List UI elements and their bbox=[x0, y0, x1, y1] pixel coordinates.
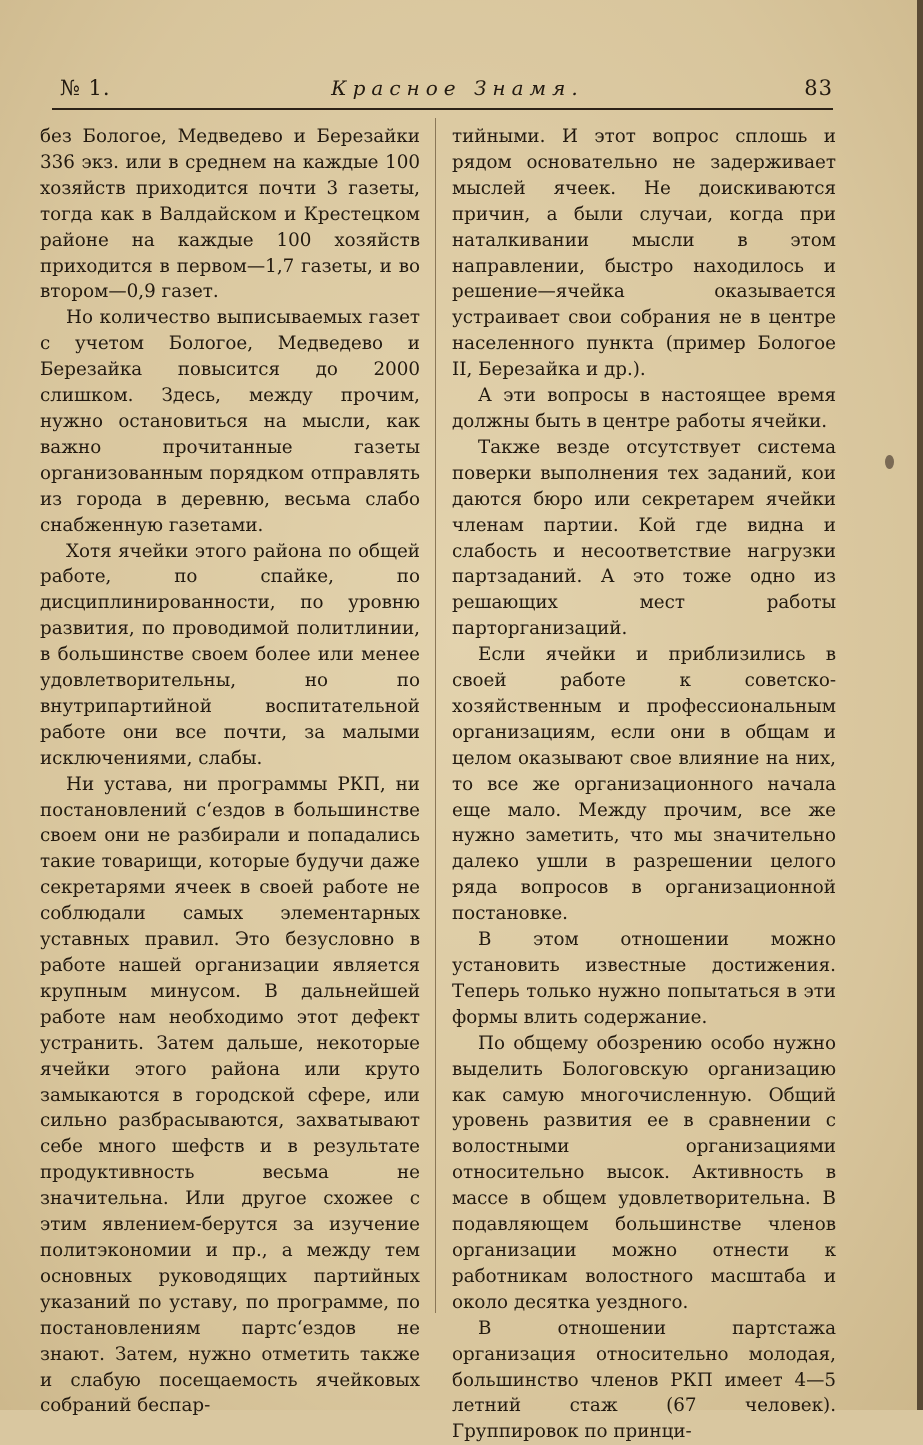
paragraph: Хотя ячейки этого района по общей работе, по спайке, по дисциплинированности, по уровню развития, по проводимой политлинии, в большинстве своем более или менее удовлетворительны, но по внутрипартийной воспитательной работе они все почти, за малыми исключениями, слабы. bbox=[40, 540, 420, 769]
left-column bbox=[40, 124, 420, 1419]
column-divider bbox=[435, 118, 436, 1313]
paragraph: По общему обозрению особо нужно выделить Бологовскую организацию как самую многочисленную. Общий уровень развития ее в сравнении с волостными организациями относительно высок. Активность в массе в общем удовлетворительна. В подавляющем большинстве членов организации можно отнести к работникам волостного масштаба и около десятка уездного. bbox=[452, 1032, 836, 1313]
newspaper-title: Красное Знамя. bbox=[331, 76, 584, 100]
page-header bbox=[60, 76, 833, 106]
paragraph: без Бологое, Медведево и Березайки 336 экз. или в среднем на каждые 100 хозяйств приходится почти 3 газеты, тогда как в Валдайском и Крестецком районе на каждые 100 хозяйств приходится в первом—1,7 газеты, и во втором—0,9 газет. bbox=[40, 126, 420, 303]
paragraph: В этом отношении можно установить известные достижения. Теперь только нужно попытаться в эти формы влить содержание. bbox=[452, 929, 836, 1028]
paragraph: В отношении партстажа организация относительно молодая, большинство членов РКП имеет 4—5 летний стаж (67 человек). Группировок по принци- bbox=[452, 1317, 836, 1443]
paragraph: Также везде отсутствует система поверки выполнения тех заданий, кои даются бюро или секретарем ячейки членам партии. Кой где видна и слабость и несоответствие нагрузки партзаданий. А это тоже одно из решающих мест работы парторганизаций. bbox=[452, 436, 836, 640]
paragraph: тийными. И этот вопрос сплошь и рядом основательно не задерживает мыслей ячеек. Не доискиваются причин, а были случаи, когда при наталкивании мысли в этом направлении, быстро находилось и решение—ячейка оказывается устраивает свои собрания не в центре населенного пункта (пример Бологое II, Березайка и др.). bbox=[452, 126, 836, 381]
page-number: 83 bbox=[804, 76, 833, 100]
paragraph: Но количество выписываемых газет с учетом Бологое, Медведево и Березайка повысится до 2000 слишком. Здесь, между прочим, нужно остановиться на мысли, как важно прочитанные газеты организованным порядком отправлять из города в деревню, весьма слабо снабженную газетами. bbox=[40, 307, 420, 536]
paragraph: А эти вопросы в настоящее время должны быть в центре работы ячейки. bbox=[452, 385, 836, 432]
paragraph: Если ячейки и приблизились в своей работе к советско-хозяйственным и профессиональным организациям, если они в общам и целом оказывают свое влияние на них, то все же организационного начала еще мало. Между прочим, все же нужно заметить, что мы значительно далеко ушли в разрешении целого ряда вопросов в организационной постановке. bbox=[452, 644, 836, 925]
issue-number: № 1. bbox=[60, 76, 111, 100]
paper-speck bbox=[885, 455, 894, 469]
right-column bbox=[452, 124, 836, 1445]
header-rule bbox=[52, 108, 833, 110]
paragraph: Ни устава, ни программы РКП, ни постановлений с‘ездов в большинстве своем они не разбирали и попадались такие товарищи, которые будучи даже секретарями ячеек в своей работе не соблюдали самых элементарных уставных правил. Это безусловно в работе нашей организации является крупным минусом. В дальнейшей работе нам необходимо этот дефект устранить. Затем дальше, некоторые ячейки этого района или круто замыкаются в городской сфере, или сильно разбрасываются, захватывают себе много шефств и в результате продуктивность весьма не значительна. Или другое схожее с этим явлением-берутся за изучение политэкономии и пр., а между тем основных руководящих партийных указаний по уставу, по программе, по постановлениям партс‘ездов не знают. Затем, нужно отметить также и слабую посещаемость ячейковых собраний беспар- bbox=[40, 773, 420, 1417]
